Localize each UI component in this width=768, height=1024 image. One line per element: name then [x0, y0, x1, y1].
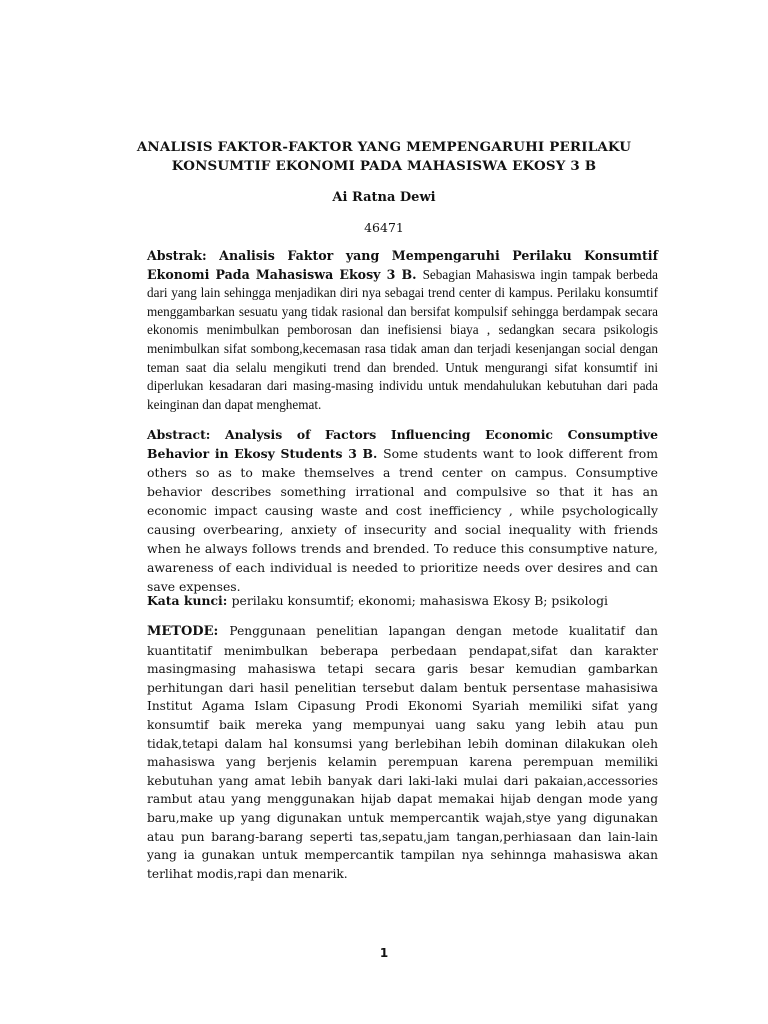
author-name: Ai Ratna Dewi [332, 190, 436, 205]
abstract-lead: Abstract: Analysis of Factors Influencing Economic Consumptive Behavior in Ekosy Students 3 B. [147, 427, 658, 461]
page-number: 1 [379, 946, 389, 960]
abstrak-paragraph [147, 247, 658, 414]
keywords-lead: Kata kunci: [147, 593, 232, 608]
abstrak-body: Sebagian Mahasiswa ingin tampak berbeda dari yang lain sehingga menjadikan diri nya sebagai trend center di kampus. Perilaku konsumtif menggambarkan sesuatu yang tidak rasional dan bersifat kompulsif sehingga berdampak secara ekonomis menimbulkan pemborosan dan inefisiensi biaya , sedangkan secara psikologis menimbulkan sifat sombong,kecemasan rasa tidak aman dan terjadi kesenjangan social dengan teman saat dia selalu mengikuti trend dan brended. Untuk mengurangi sifat konsumtif ini diperlukan kesadaran dari masing-masing individu untuk mendahulukan kebutuhan dari pada keinginan dan dapat menghemat. [147, 266, 658, 412]
paper-title [100, 138, 668, 176]
abstrak-lead: Abstrak: Analisis Faktor yang Mempengaruhi Perilaku Konsumtif Ekonomi Pada Mahasiswa Ekosy 3 B. [147, 248, 658, 282]
title-line-1: ANALISIS FAKTOR-FAKTOR YANG MEMPENGARUHI PERILAKU [136, 139, 632, 155]
keywords-paragraph [147, 592, 658, 610]
abstract-paragraph [147, 425, 658, 596]
abstract-body: Some students want to look different from others so as to make themselves a trend center on campus. Consumptive behavior describes something irrational and compulsive so that it has an economic impact causing waste and cost inefficiency , while psychologically causing overbearing, anxiety of insecurity and social inequality with friends when he always follows trends and brended. To reduce this consumptive nature, awareness of each individual is needed to prioritize needs over desires and can save expenses. [147, 446, 658, 594]
student-id: 46471 [364, 220, 404, 235]
metode-paragraph [147, 622, 658, 883]
metode-lead: METODE: [147, 624, 230, 639]
metode-body: Penggunaan penelitian lapangan dengan metode kualitatif dan kuantitatif menimbulkan beberapa perbedaan pendapat,sifat dan karakter masingmasing mahasiswa tetapi secara garis besar kemudian gambarkan perhitungan dari hasil penelitian tersebut dalam bentuk persentase mahasisiwa Institut Agama Islam Cipasung Prodi Ekonomi Syariah memiliki sifat yang konsumtif baik mereka yang mempunyai uang saku yang lebih atau pun tidak,tetapi dalam hal konsumsi yang berlebihan lebih dominan dilakukan oleh mahasiswa yang berjenis kelamin perempuan karena perempuan memiliki kebutuhan yang amat lebih banyak dari laki-laki mulai dari pakaian,accessories rambut atau yang menggunakan hijab dapat memakai hijab dengan mode yang baru,make up yang digunakan untuk mempercantik wajah,stye yang digunakan atau pun barang-barang seperti tas,sepatu,jam tangan,perhiasaan dan lain-lain yang ia gunakan untuk mempercantik tampilan nya sehinnga mahasiswa akan terlihat modis,rapi dan menarik. [147, 624, 658, 881]
keywords-body: perilaku konsumtif; ekonomi; mahasiswa Ekosy B; psikologi [231, 593, 608, 608]
title-line-2: KONSUMTIF EKONOMI PADA MAHASISWA EKOSY 3 B [171, 158, 597, 174]
